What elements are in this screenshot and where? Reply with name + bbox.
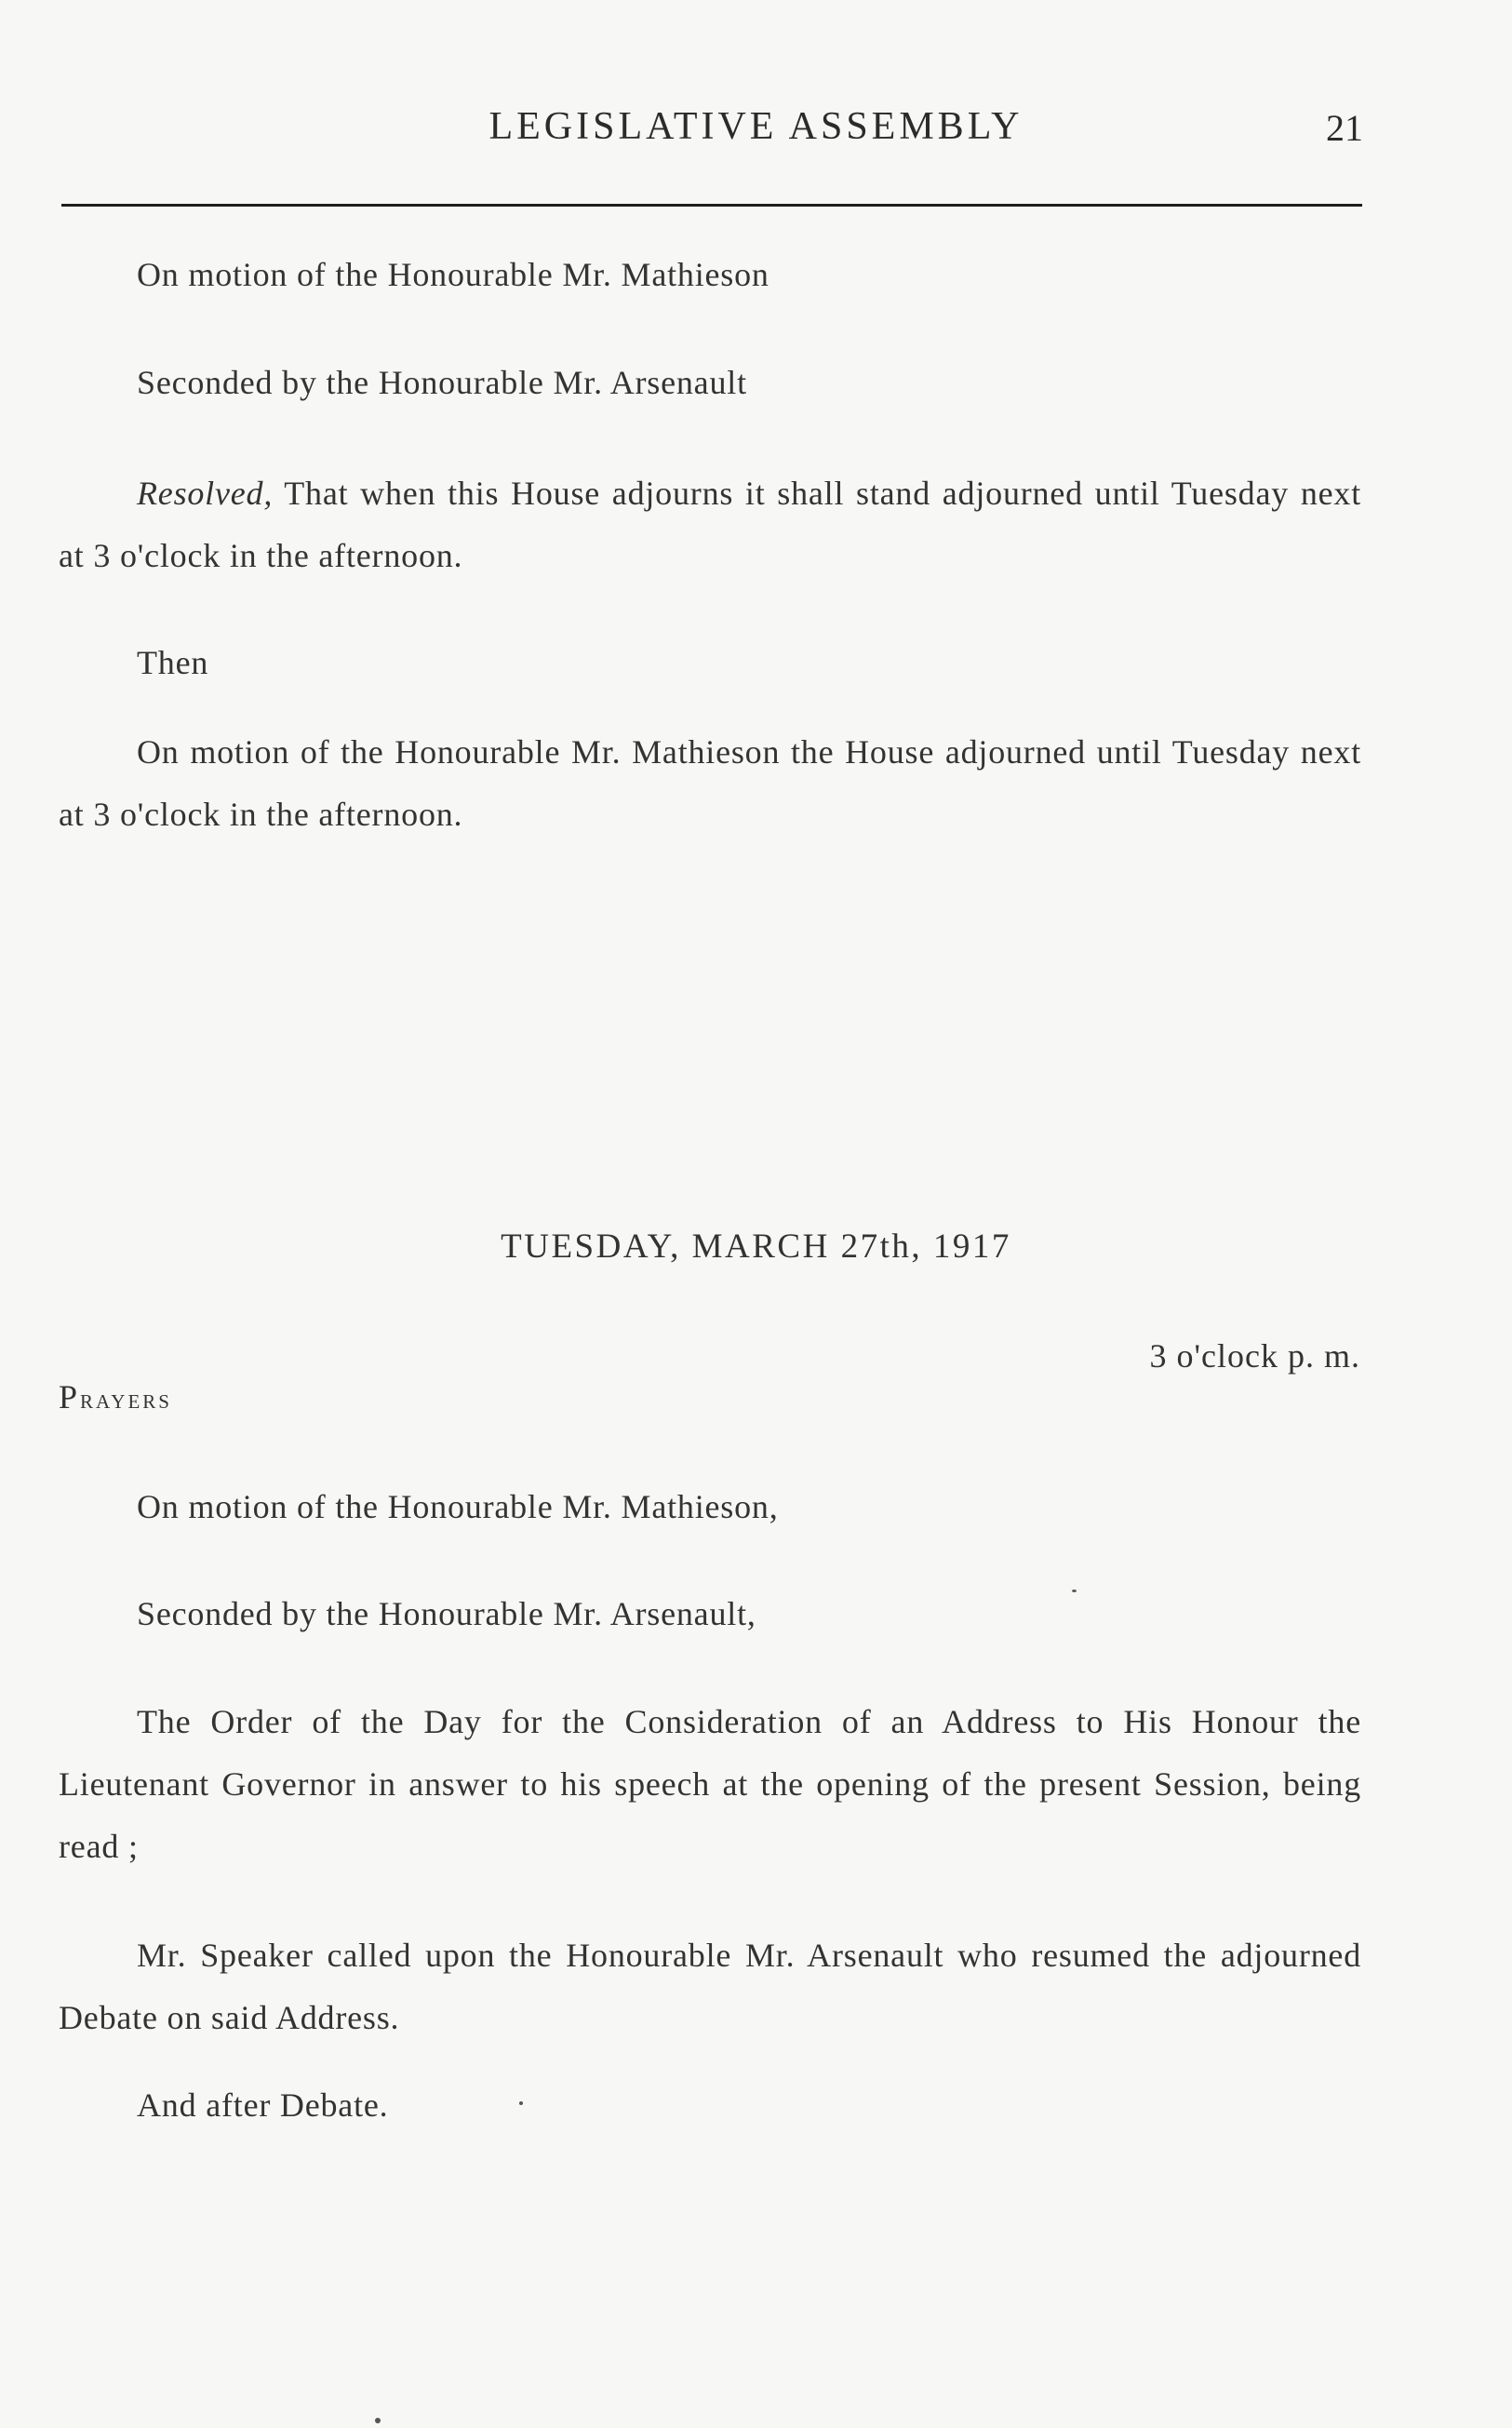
seconded-paragraph: Seconded by the Honourable Mr. Arsenault xyxy=(137,364,747,401)
order-of-day-paragraph: The Order of the Day for the Consideration of an Address to His Honour the Lieutenant Governor in answer to his speech at the opening of the present Session, being read ; xyxy=(59,1703,1361,1865)
print-speck xyxy=(519,2101,523,2105)
print-speck xyxy=(1072,1590,1077,1592)
sitting-date-heading: TUESDAY, MARCH 27th, 1917 xyxy=(501,1227,1011,1266)
adjournment-paragraph: On motion of the Honourable Mr. Mathieson the House adjourned until Tuesday next at 3 o'clock in the afternoon. xyxy=(59,733,1361,833)
motion-paragraph-2: On motion of the Honourable Mr. Mathieson, xyxy=(137,1488,779,1525)
header-rule xyxy=(61,204,1362,207)
then-paragraph: Then xyxy=(137,644,209,681)
resolved-label: Resolved, xyxy=(137,475,274,512)
motion-paragraph: On motion of the Honourable Mr. Mathieson xyxy=(137,256,769,293)
page-number: 21 xyxy=(1326,107,1363,149)
sitting-time: 3 o'clock p. m. xyxy=(1149,1337,1360,1375)
resolved-text: That when this House adjourns it shall stand adjourned until Tuesday next at 3 o'clock in the afternoon. xyxy=(59,475,1361,574)
after-debate-paragraph: And after Debate. xyxy=(137,2086,389,2124)
resolved-paragraph xyxy=(59,463,1361,587)
seconded-paragraph-2: Seconded by the Honourable Mr. Arsenault, xyxy=(137,1595,756,1632)
running-header-title: LEGISLATIVE ASSEMBLY xyxy=(488,105,1024,148)
prayers-heading: Prayers xyxy=(59,1378,172,1415)
print-speck xyxy=(375,2418,381,2423)
speaker-paragraph: Mr. Speaker called upon the Honourable Mr. Arsenault who resumed the adjourned Debate on said Address. xyxy=(59,1937,1361,2036)
